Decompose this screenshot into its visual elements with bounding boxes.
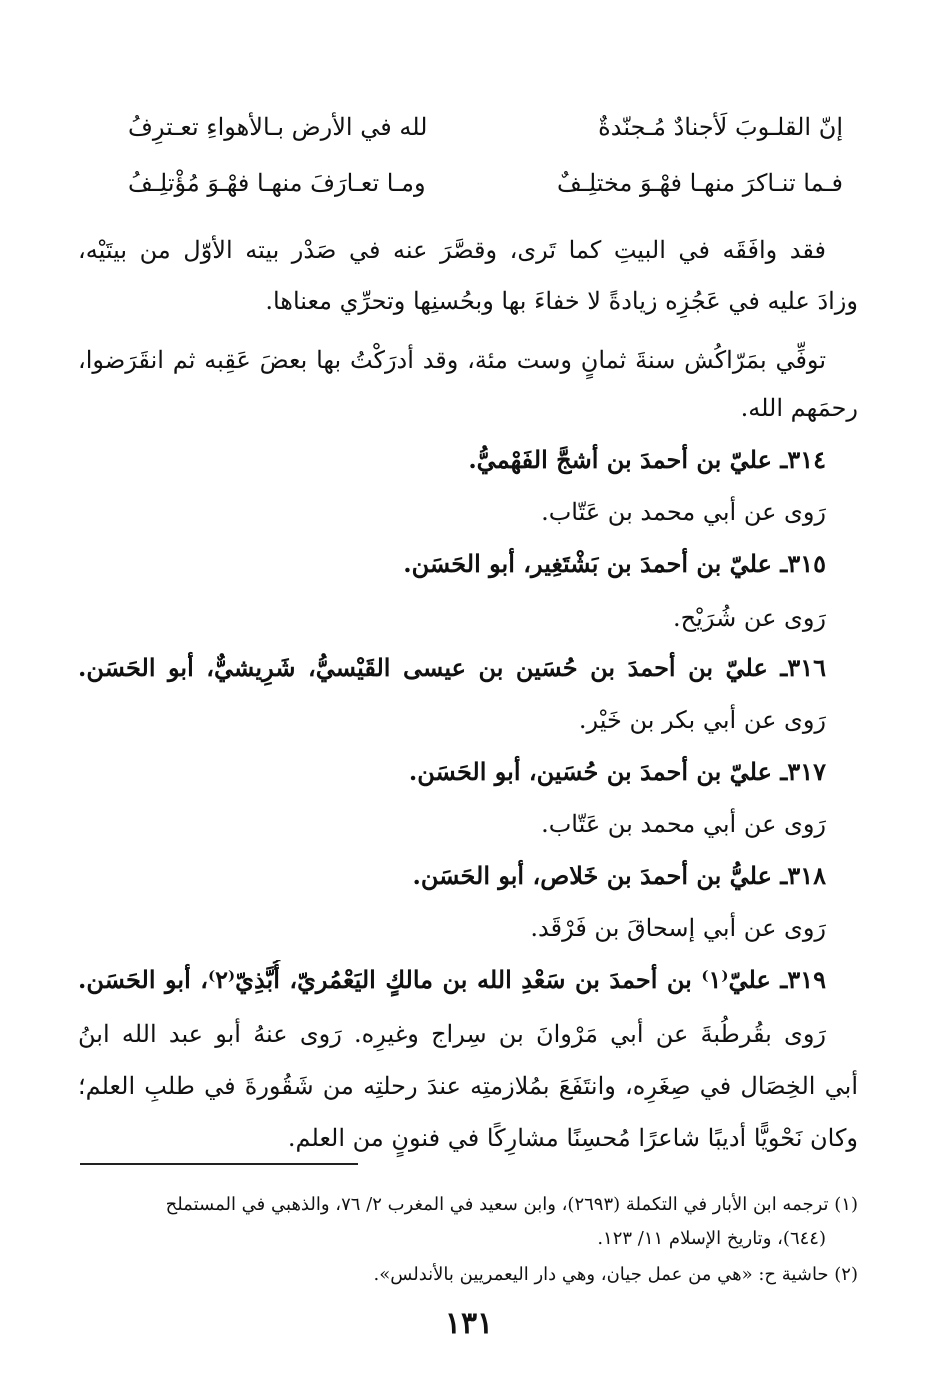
entry-heading-318: ٣١٨ـ عليُّ بن أحمدَ بن خَلاص، أبو الحَسَن. [412,861,826,890]
poem-verse-1 [128,107,843,147]
entry-heading-316: ٣١٦ـ عليّ بن أحمدَ بن حُسَين بن عيسى القَيْسيُّ، شَرِيشيٌّ، أبو الحَسَن. [78,653,826,682]
footnote-2: (٢) حاشية ح: «هي من عمل جيان، وهي دار اليعمريين بالأندلس». [373,1264,858,1285]
verse-2-second-hemistich: ومـا تعـارَفَ منهـا فهْـوَ مُؤْتلِـفُ [128,169,426,197]
entry-text-317: رَوى عن أبي محمد بن عَتّاب. [541,810,826,838]
footnote-1-continuation: (٦٤٤)، وتاريخ الإسلام ١١/ ١٢٣. [597,1228,826,1249]
entry-heading-314: ٣١٤ـ عليّ بن أحمدَ بن أشجَّ الفَهْميُّ. [468,445,826,474]
verse-2-first-hemistich: فـما تنـاكرَ منهـا فهْـوَ مختلِـفٌ [556,169,843,197]
entry-heading-317: ٣١٧ـ عليّ بن أحمدَ بن حُسَين، أبو الحَسَن. [408,757,826,786]
entry-text-316: رَوى عن أبي بكر بن خَيْر. [578,706,826,734]
verse-1-second-hemistich: لله في الأرض بـالأهواءِ تعـترِفُ [128,113,428,141]
entry-text-319-line: أبي الخِصَال في صِغَرِه، وانتَفَعَ بمُلازمتِه عندَ رحلتِه من شَقُورةَ في طلبِ العلم؛ [78,1072,858,1100]
entry-heading-319: ٣١٩ـ عليّ⁽١⁾ بن أحمدَ بن سَعْدِ الله بن مالكٍ اليَعْمُريّ، أُبَّذِيّ⁽٢⁾، أبو الحَسَن. [78,965,826,994]
entry-text-319-line: رَوى بقُرطُبةَ عن أبي مَرْوانَ بن سِراج وغيرِه. رَوى عنهُ أبو عبد الله ابنُ [78,1020,826,1048]
entry-text-314: رَوى عن أبي محمد بن عَتّاب. [541,498,826,526]
entry-text-315: رَوى عن شُرَيْح. [673,604,826,632]
footnote-separator [80,1163,358,1165]
entry-heading-315: ٣١٥ـ عليّ بن أحمدَ بن بَشْتَغِير، أبو الحَسَن. [403,549,826,578]
paragraph-line: وزادَ عليه في عَجُزِه زيادةً لا خفاءَ بها وبحُسنِها وتحرِّي معناها. [265,287,858,315]
paragraph-line: توفِّي بمَرّاكُش سنةَ ثمانٍ وست مئة، وقد أدرَكْتُ بها بعضَ عَقِبه ثم انقَرَضوا، [78,346,826,374]
paragraph-line: فقد وافَقَه في البيتِ كما تَرى، وقصَّرَ عنه في صَدْر بيته الأوّل من بيتَيْه، [78,236,826,264]
verse-1-first-hemistich: إنّ القلـوبَ لَأجنادٌ مُـجنّدةٌ [598,113,843,141]
footnote-1: (١) ترجمه ابن الأبار في التكملة (٢٦٩٣)، وابن سعيد في المغرب ٢/ ٧٦، والذهبي في المستملح [165,1194,858,1215]
entry-text-319-line: وكان نَحْويًّا أديبًا شاعرًا مُحسِنًا مشارِكًا في فنونٍ من العلم. [287,1124,858,1152]
page-number: ١٣١ [444,1306,494,1341]
paragraph-line: رحمَهم الله. [740,394,858,422]
entry-text-318: رَوى عن أبي إسحاقَ بن فَرْقَد. [530,914,826,942]
poem-verse-2 [128,163,843,203]
